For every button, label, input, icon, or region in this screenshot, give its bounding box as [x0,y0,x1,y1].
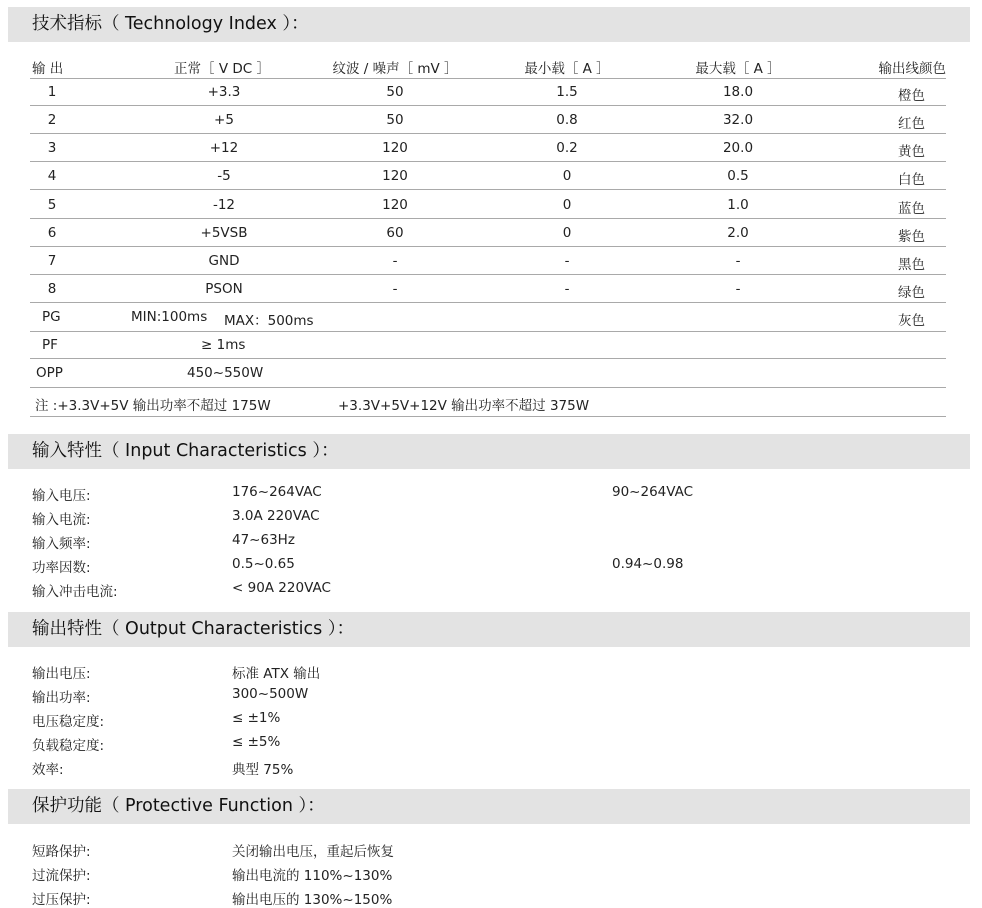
row-wire-color: 黑色 [898,257,925,273]
over-current-value: 输出电流的 110%~130% [232,868,393,884]
over-voltage-label: 过压保护: [32,892,91,908]
input-section-header [8,434,970,469]
efficiency-label: 效率: [32,762,64,778]
input-frequency-value: 47~63Hz [232,532,295,548]
note-text-a: 注 :+3.3V+5V 输出功率不超过 175W [35,398,271,414]
pg-max: MAX：500ms [224,313,314,329]
row-max-load: 2.0 [727,225,749,241]
inrush-current-value: < 90A 220VAC [232,580,331,596]
row-min-load: 1.5 [556,84,578,100]
row-nominal: +5 [214,112,234,128]
header-output: 输 出 [32,61,64,77]
over-voltage-value: 输出电压的 130%~150% [232,892,393,908]
row-ripple: 50 [386,112,404,128]
row-max-load: 1.0 [727,197,749,213]
power-factor-value: 0.5~0.65 [232,556,295,572]
over-current-label: 过流保护: [32,868,91,884]
header-max-load: 最大载［ A ］ [695,61,781,77]
row-wire-color: 橙色 [898,88,925,104]
pf-value: ≥ 1ms [201,337,246,353]
row-ripple: 120 [382,197,408,213]
row-ripple: 60 [386,225,404,241]
row-nominal: GND [208,253,240,269]
pg-min: MIN:100ms [131,309,208,325]
table-divider [30,416,946,417]
short-circuit-label: 短路保护: [32,844,91,860]
row-index: 4 [47,168,57,184]
protect-section-title: 保护功能（ Protective Function ）： [32,796,325,816]
row-wire-color: 蓝色 [898,201,925,217]
table-divider [30,218,946,219]
load-stability-label: 负载稳定度: [32,738,105,754]
table-divider [30,161,946,162]
input-frequency-label: 输入频率: [32,536,91,552]
table-divider [30,358,946,359]
row-min-load: 0 [562,197,572,213]
row-ripple: 50 [386,84,404,100]
input-voltage-value: 176~264VAC [232,484,322,500]
row-max-load: - [735,281,741,297]
row-min-load: 0 [562,168,572,184]
table-divider [30,133,946,134]
note-text-b: +3.3V+5V+12V 输出功率不超过 375W [338,398,590,414]
row-wire-color: 黄色 [898,144,925,160]
row-index: 8 [47,281,57,297]
table-divider [30,78,946,79]
table-divider [30,331,946,332]
row-nominal: +3.3 [207,84,241,100]
row-index: 2 [47,112,57,128]
power-factor-extra: 0.94~0.98 [612,556,684,572]
row-max-load: 32.0 [722,112,754,128]
input-current-value: 3.0A 220VAC [232,508,320,524]
row-min-load: - [564,253,570,269]
input-current-label: 输入电流: [32,512,91,528]
pg-wire-color: 灰色 [898,313,925,329]
tech-section-header [8,7,970,42]
row-min-load: 0.2 [556,140,578,156]
input-section-title: 输入特性（ Input Characteristics ）： [32,441,339,461]
inrush-current-label: 输入冲击电流: [32,584,118,600]
row-nominal: +12 [209,140,239,156]
voltage-stability-label: 电压稳定度: [32,714,105,730]
table-divider [30,274,946,275]
row-index: 5 [47,197,57,213]
row-min-load: 0.8 [556,112,578,128]
efficiency-value: 典型 75% [232,762,294,778]
protect-section-header [8,789,970,824]
header-nominal: 正常［ V DC ］ [174,61,270,77]
row-min-load: - [564,281,570,297]
pg-label: PG [42,309,61,325]
output-voltage-label: 输出电压: [32,666,91,682]
row-index: 1 [47,84,57,100]
row-ripple: - [392,281,398,297]
pf-label: PF [42,337,58,353]
header-min-load: 最小载［ A ］ [524,61,610,77]
row-min-load: 0 [562,225,572,241]
row-max-load: 18.0 [722,84,754,100]
tech-section-title: 技术指标（ Technology Index ）： [32,14,309,34]
table-divider [30,105,946,106]
row-index: 7 [47,253,57,269]
table-divider [30,189,946,190]
row-max-load: 20.0 [722,140,754,156]
load-stability-value: ≤ ±5% [232,734,281,750]
output-power-value: 300~500W [232,686,309,702]
output-section-header [8,612,970,647]
row-wire-color: 绿色 [898,285,925,301]
row-ripple: - [392,253,398,269]
row-ripple: 120 [382,140,408,156]
input-voltage-extra: 90~264VAC [612,484,694,500]
row-nominal: PSON [205,281,243,297]
power-factor-label: 功率因数: [32,560,91,576]
short-circuit-value: 关闭输出电压，重起后恢复 [232,844,394,860]
table-divider [30,246,946,247]
output-power-label: 输出功率: [32,690,91,706]
table-divider [30,302,946,303]
row-wire-color: 紫色 [898,229,925,245]
row-ripple: 120 [382,168,408,184]
row-nominal: +5VSB [200,225,248,241]
output-section-title: 输出特性（ Output Characteristics ）： [32,619,355,639]
row-wire-color: 红色 [898,116,925,132]
row-nominal: -5 [217,168,231,184]
row-index: 3 [47,140,57,156]
row-index: 6 [47,225,57,241]
row-max-load: 0.5 [727,168,749,184]
row-max-load: - [735,253,741,269]
header-ripple: 纹波 / 噪声［ mV ］ [332,61,458,77]
output-voltage-value: 标准 ATX 输出 [232,666,321,682]
header-wire-color: 输出线颜色 [878,61,946,77]
row-nominal: -12 [212,197,236,213]
row-wire-color: 白色 [898,172,925,188]
input-voltage-label: 输入电压: [32,488,91,504]
voltage-stability-value: ≤ ±1% [232,710,281,726]
opp-label: OPP [36,365,63,381]
opp-value: 450~550W [187,365,264,381]
table-divider [30,387,946,388]
